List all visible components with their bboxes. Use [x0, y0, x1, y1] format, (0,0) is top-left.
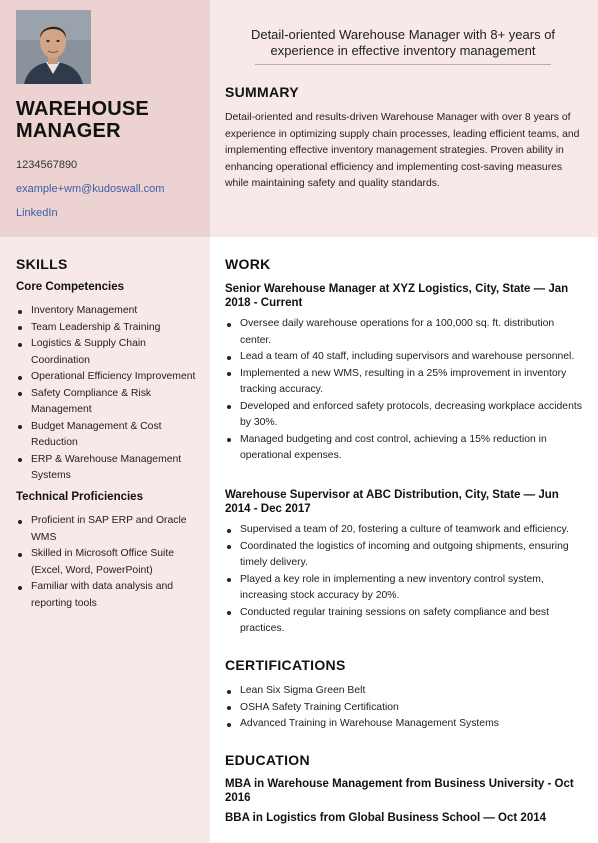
list-item: Safety Compliance & Risk Management	[16, 386, 206, 419]
phone-number: 1234567890	[16, 159, 78, 171]
list-item: Advanced Training in Warehouse Management Systems	[225, 716, 585, 733]
list-item: Proficient in SAP ERP and Oracle WMS	[16, 513, 206, 546]
core-competencies-list	[16, 303, 206, 485]
list-item: Managed budgeting and cost control, achieving a 15% reduction in operational expenses.	[225, 432, 585, 465]
list-item: Supervised a team of 20, fostering a culture of teamwork and efficiency.	[225, 522, 585, 539]
job-title-senior-warehouse-manager: Senior Warehouse Manager at XYZ Logistics, City, State — Jan 2018 - Current	[225, 283, 569, 309]
list-item: Lean Six Sigma Green Belt	[225, 683, 585, 700]
education-entry-mba: MBA in Warehouse Management from Business University - Oct 2016	[225, 778, 574, 804]
list-item: Logistics & Supply Chain Coordination	[16, 336, 206, 369]
list-item: ERP & Warehouse Management Systems	[16, 452, 206, 485]
list-item: Conducted regular training sessions on safety compliance and best practices.	[225, 605, 585, 638]
list-item: Played a key role in implementing a new inventory control system, increasing stock accuracy by 20%.	[225, 572, 585, 605]
certifications-heading: CERTIFICATIONS	[225, 657, 346, 673]
list-item: Team Leadership & Training	[16, 320, 206, 337]
work-heading: WORK	[225, 256, 271, 272]
technical-proficiencies-heading: Technical Proficiencies	[16, 491, 143, 503]
job-title-warehouse-supervisor: Warehouse Supervisor at ABC Distribution, City, State — Jun 2014 - Dec 2017	[225, 489, 559, 515]
linkedin-link[interactable]: LinkedIn	[16, 207, 58, 219]
education-entry-bba: BBA in Logistics from Global Business School — Oct 2014	[225, 812, 547, 824]
list-item: OSHA Safety Training Certification	[225, 700, 585, 717]
certifications-list	[225, 683, 585, 733]
list-item: Inventory Management	[16, 303, 206, 320]
list-item: Coordinated the logistics of incoming and outgoing shipments, ensuring timely delivery.	[225, 539, 585, 572]
list-item: Implemented a new WMS, resulting in a 25% improvement in inventory tracking accuracy.	[225, 366, 585, 399]
list-item: Familiar with data analysis and reporting tools	[16, 579, 206, 612]
name-line-2: MANAGER	[16, 120, 121, 142]
core-competencies-heading: Core Competencies	[16, 281, 125, 293]
summary-heading: SUMMARY	[225, 84, 299, 100]
list-item: Developed and enforced safety protocols, decreasing workplace accidents by 30%.	[225, 399, 585, 432]
skills-heading: SKILLS	[16, 256, 68, 272]
profile-photo	[16, 10, 91, 84]
candidate-name	[16, 98, 206, 142]
list-item: Oversee daily warehouse operations for a 100,000 sq. ft. distribution center.	[225, 316, 585, 349]
tagline-divider	[255, 64, 551, 65]
email-link[interactable]: example+wm@kudoswall.com	[16, 183, 165, 195]
technical-proficiencies-list	[16, 513, 206, 612]
education-heading: EDUCATION	[225, 752, 310, 768]
name-line-1: WAREHOUSE	[16, 98, 149, 120]
list-item: Operational Efficiency Improvement	[16, 369, 206, 386]
job-bullets-warehouse-supervisor	[225, 522, 585, 638]
list-item: Skilled in Microsoft Office Suite (Excel, Word, PowerPoint)	[16, 546, 206, 579]
list-item: Budget Management & Cost Reduction	[16, 419, 206, 452]
headline-tagline: Detail-oriented Warehouse Manager with 8+ years of experience in effective inventory management	[250, 27, 556, 58]
list-item: Lead a team of 40 staff, including supervisors and warehouse personnel.	[225, 349, 585, 366]
summary-text: Detail-oriented and results-driven Warehouse Manager with over 8 years of experience in optimizing supply chain processes, leading efficient teams, and implementing effective inventory management strategies. Proven ability in enhancing operational efficiency and implementing cost-saving measures while maintaining safety and quality standards.	[225, 112, 580, 189]
job-bullets-senior-warehouse-manager	[225, 316, 585, 465]
